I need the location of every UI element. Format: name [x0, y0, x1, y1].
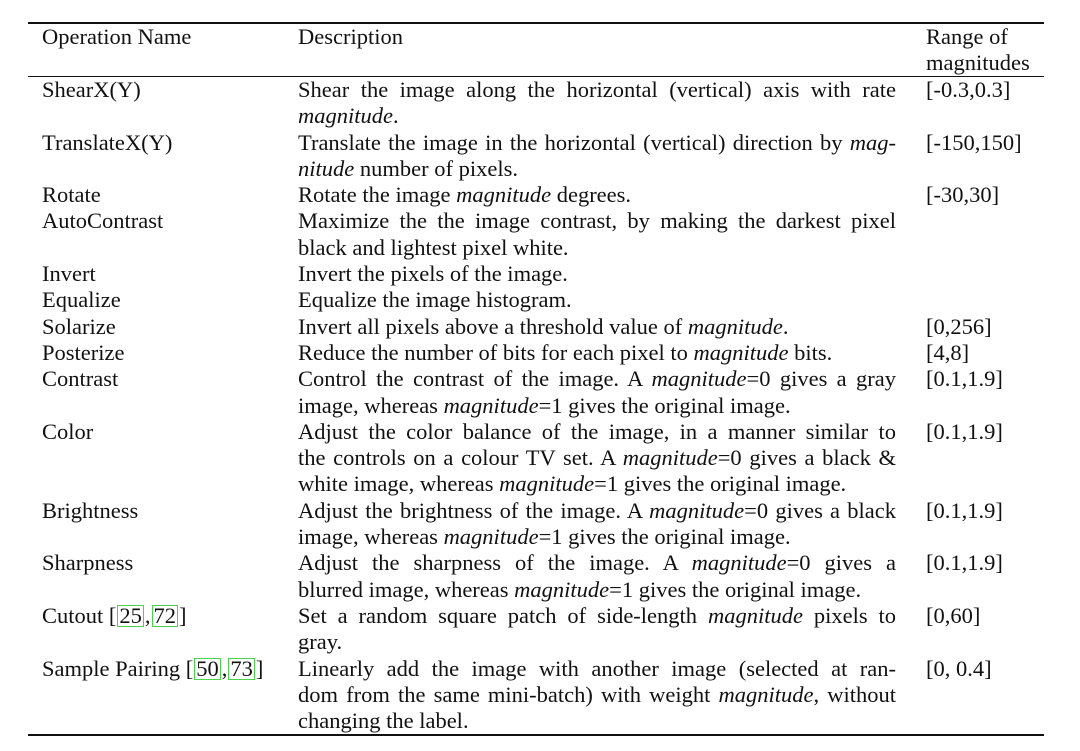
- operation-name: Cutout [ 25 , 72 ]: [42, 602, 187, 628]
- table-row: [28, 340, 1044, 366]
- operation-name-text: TranslateX(Y): [42, 129, 173, 155]
- operation-name-text: Cutout: [42, 602, 104, 628]
- operation-description: [298, 419, 896, 498]
- operation-name: [42, 208, 163, 234]
- description-line: Linearly add the image with another image (selected at ran-: [298, 655, 896, 681]
- description-line: Reduce the number of bits for each pixel to magnitude bits.: [298, 339, 833, 365]
- table-header-row: [28, 24, 1044, 76]
- italic-term: magnitude: [456, 182, 552, 208]
- magnitude-range: [-150,150]: [926, 129, 1022, 155]
- description-line: nitude number of pixels.: [298, 155, 518, 181]
- description-line: black and lightest pixel white.: [298, 234, 569, 260]
- description-line: white image, whereas magnitude=1 gives the original image.: [298, 471, 847, 497]
- operation-description: [298, 498, 896, 551]
- description-line: dom from the same mini-batch) with weight magnitude, without: [298, 681, 896, 707]
- operation-description: [298, 182, 896, 208]
- description-line: image, whereas magnitude=1 gives the original image.: [298, 392, 791, 418]
- description-line: blurred image, whereas magnitude=1 gives the original image.: [298, 576, 862, 602]
- augmentation-operations-table: [28, 22, 1044, 736]
- table-row: [28, 314, 1044, 340]
- italic-term: magnitude: [514, 576, 610, 602]
- operation-description: [298, 130, 896, 183]
- operation-description: [298, 550, 896, 603]
- magnitude-range: [4,8]: [926, 339, 970, 365]
- italic-term: magnitude: [651, 366, 747, 392]
- table-bottom-rule: [28, 734, 1044, 736]
- italic-term: magnitude: [718, 681, 814, 707]
- magnitude-range: [0.1,1.9]: [926, 497, 1003, 523]
- citation-link[interactable]: 73: [230, 655, 253, 681]
- italic-term: magnitude: [649, 497, 745, 523]
- italic-term: magnitude: [443, 392, 539, 418]
- description-line: image, whereas magnitude=1 gives the original image.: [298, 524, 791, 550]
- description-line: Translate the image in the horizontal (vertical) direction by mag-: [298, 129, 896, 155]
- description-line: Adjust the sharpness of the image. A magnitude=0 gives a: [298, 550, 896, 576]
- header-range-line-2: magnitudes: [926, 50, 1030, 76]
- operation-name: [42, 261, 96, 287]
- table-row: [28, 603, 1044, 656]
- description-line: Adjust the brightness of the image. A magnitude=0 gives a black: [298, 497, 896, 523]
- magnitude-range: [0.1,1.9]: [926, 550, 1003, 576]
- italic-term: magnitude: [622, 445, 718, 471]
- description-line: Rotate the image magnitude degrees.: [298, 182, 632, 208]
- operation-name-text: ShearX(Y): [42, 77, 141, 102]
- table-row: [28, 498, 1044, 551]
- operation-description: [298, 656, 896, 735]
- operation-description: [298, 366, 896, 419]
- table-row: [28, 130, 1044, 183]
- table-row: [28, 182, 1044, 208]
- operation-description: [298, 314, 896, 340]
- magnitude-range: [0.1,1.9]: [926, 366, 1003, 392]
- operation-description: [298, 287, 896, 313]
- operation-description: [298, 77, 896, 130]
- italic-term: magnitude: [499, 471, 595, 497]
- operation-name-text: Brightness: [42, 497, 139, 523]
- table-body: [28, 77, 1044, 734]
- table-row: [28, 656, 1044, 735]
- operation-description: [298, 603, 896, 656]
- operation-name: [42, 498, 138, 524]
- description-line: Equalize the image histogram.: [298, 287, 572, 313]
- description-line: Shear the image along the horizontal (vertical) axis with rate: [298, 77, 896, 102]
- operation-name: [42, 340, 124, 366]
- operation-name: Sample Pairing [ 50 , 73 ]: [42, 655, 264, 681]
- table-row: [28, 419, 1044, 498]
- description-line: Invert the pixels of the image.: [298, 261, 568, 287]
- operation-name: [42, 314, 116, 340]
- magnitude-range: [-30,30]: [926, 182, 1000, 208]
- header-operation-name: Operation Name: [42, 24, 192, 49]
- description-line: changing the label.: [298, 708, 469, 734]
- table-row: [28, 366, 1044, 419]
- operation-name: [42, 419, 93, 445]
- italic-term: magnitude: [693, 339, 789, 365]
- italic-term: magnitude: [298, 103, 393, 129]
- magnitude-range: [-0.3,0.3]: [926, 77, 1011, 102]
- operation-name-text: Rotate: [42, 182, 101, 208]
- operation-name-text: Equalize: [42, 287, 121, 313]
- operation-name-text: Contrast: [42, 366, 119, 392]
- magnitude-range: [0,60]: [926, 602, 981, 628]
- operation-name-text: Solarize: [42, 313, 116, 339]
- header-range: [926, 24, 1030, 77]
- operation-description: [298, 208, 896, 261]
- operation-name-text: Posterize: [42, 339, 125, 365]
- italic-term: nitude: [298, 155, 355, 181]
- header-description: Description: [298, 24, 403, 49]
- magnitude-range: [0,256]: [926, 313, 992, 339]
- description-line: Invert all pixels above a threshold value of magnitude.: [298, 313, 789, 339]
- operation-name-text: Color: [42, 418, 94, 444]
- magnitude-range: [0, 0.4]: [926, 655, 992, 681]
- operation-name-text: Invert: [42, 261, 96, 287]
- table-row: [28, 77, 1044, 130]
- operation-name-text: AutoContrast: [42, 208, 164, 234]
- table-row: [28, 261, 1044, 287]
- italic-term: magnitude: [443, 524, 539, 550]
- operation-name: [42, 77, 141, 103]
- table-row: [28, 208, 1044, 261]
- description-line: the controls on a colour TV set. A magnitude=0 gives a black &: [298, 445, 896, 471]
- operation-name: [42, 130, 172, 156]
- italic-term: mag-: [849, 129, 896, 155]
- italic-term: magnitude: [687, 313, 783, 339]
- description-line: Control the contrast of the image. A magnitude=0 gives a gray: [298, 366, 897, 392]
- magnitude-range: [0.1,1.9]: [926, 418, 1003, 444]
- operation-name-text: Sharpness: [42, 550, 134, 576]
- italic-term: magnitude: [691, 550, 787, 576]
- description-line: Maximize the the image contrast, by making the darkest pixel: [298, 208, 896, 234]
- operation-name: [42, 287, 121, 313]
- operation-description: [298, 340, 896, 366]
- header-range-line-1: Range of: [926, 24, 1008, 49]
- description-line: gray.: [298, 629, 343, 655]
- citation-link[interactable]: 25: [119, 602, 142, 628]
- table-row: [28, 550, 1044, 603]
- operation-name: [42, 182, 101, 208]
- operation-description: [298, 261, 896, 287]
- operation-name: [42, 550, 133, 576]
- description-line: Adjust the color balance of the image, in a manner similar to: [298, 418, 896, 444]
- description-line: Set a random square patch of side-length magnitude pixels to: [298, 602, 897, 628]
- operation-name: [42, 366, 118, 392]
- citation-link[interactable]: 50: [196, 655, 219, 681]
- italic-term: magnitude: [707, 602, 803, 628]
- description-line: magnitude.: [298, 103, 399, 129]
- operation-name-text: Sample Pairing: [42, 655, 181, 681]
- citation-link[interactable]: 72: [153, 602, 177, 628]
- table-row: [28, 287, 1044, 313]
